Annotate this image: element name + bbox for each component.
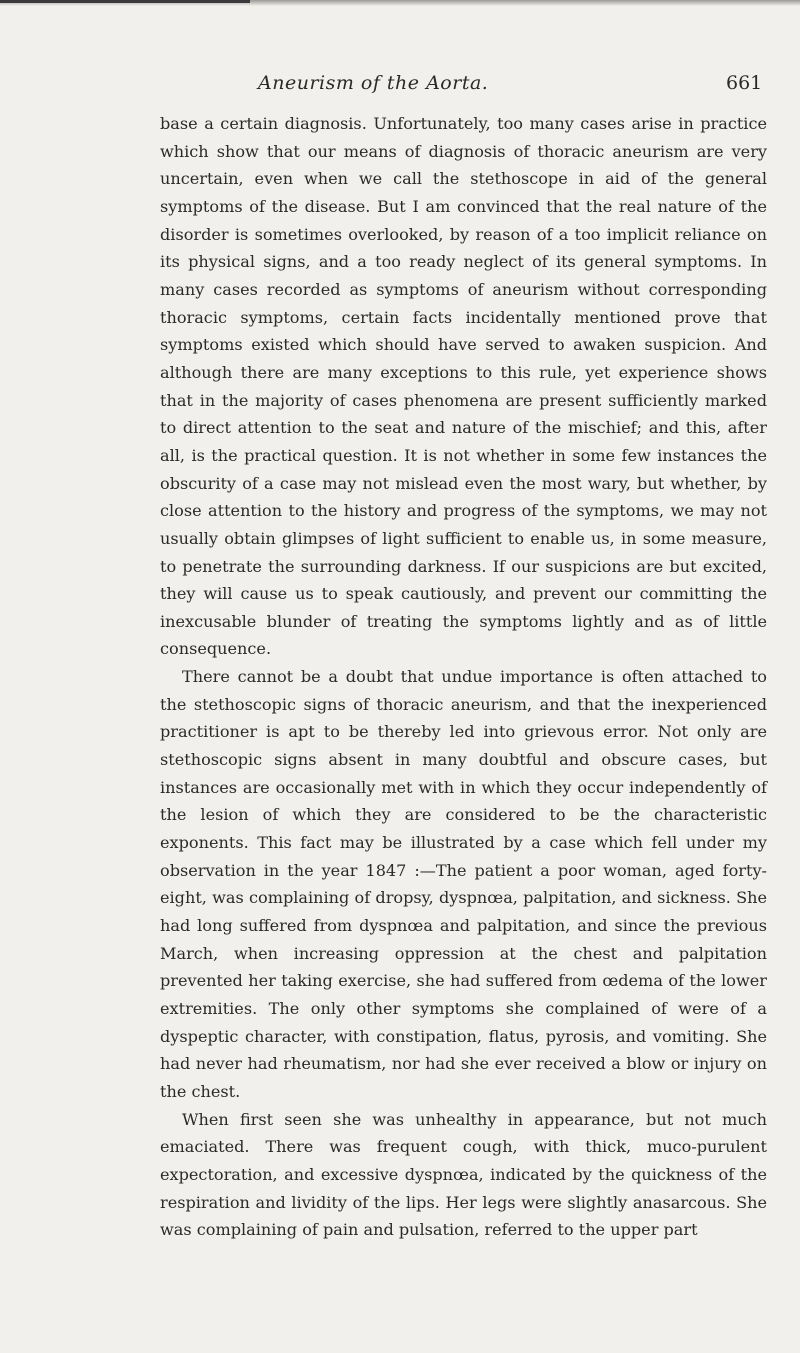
paragraph: When first seen she was unhealthy in appearance, but not much emaciated. There was frequent cough, with thick, muco-purulent expectoration, and excessive dyspnœa, indicated by the quickness of the respiration and lividity of the lips. Her legs were slightly anasarcous. She was complaining of pain and pulsation, referred to the upper part (160, 1109, 767, 1240)
paragraph: base a certain diagnosis. Unfortunately, too many cases arise in practice which show that our means of diagnosis of thoracic aneurism are very uncertain, even when we call the stethoscope in aid of the general symptoms of the disease. But I am convinced that the real nature of the disorder is sometimes overlooked, by reason of a too implicit reliance on its physical signs, and a too ready neglect of its general symptoms. In many cases recorded as symptoms of aneurism without corresponding thoracic symptoms, certain facts incidentally mentioned prove that symptoms existed which should have served to awaken suspicion. And although there are many exceptions to this rule, yet experience shows that in the majority of cases phenomena are present sufficiently marked to direct attention to the seat and nature of the mischief; and this, after all, is the practical question. It is not whether in some few instances the obscurity of a case may not mislead even the most wary, but whether, by close attention to the history and progress of the symptoms, we may not usually obtain glimpses of light sufficient to enable us, in some measure, to penetrate the surrounding darkness. If our suspicions are but excited, they will cause us to speak cautiously, and prevent our committing the inexcusable blunder of treating the symptoms lightly and as of little consequence. (160, 114, 767, 659)
body-text (160, 110, 767, 1244)
page-top-edge (0, 0, 250, 3)
paragraph: There cannot be a doubt that undue importance is often attached to the stethoscopic signs of thoracic aneurism, and that the inexperienced practitioner is apt to be thereby led into grievous error. Not only are stethoscopic signs absent in many doubtful and obscure cases, but instances are occasionally met with in which they occur independently of the lesion of which they are considered to be the characteristic exponents. This fact may be illustrated by a case which fell under my observation in the year 1847 :—The patient a poor woman, aged forty-eight, was complaining of dropsy, dyspnœa, palpitation, and sickness. She had long suffered from dyspnœa and palpitation, and since the previous March, when increasing oppression at the chest and palpitation prevented her taking exercise, she had suffered from œdema of the lower extremities. The only other symptoms she complained of were of a dyspeptic character, with constipation, flatus, pyrosis, and vomiting. She had never had rheumatism, nor had she ever received a blow or injury on the chest. (160, 667, 767, 1101)
page-header (0, 72, 800, 108)
running-title: Aneurism of the Aorta. (258, 72, 489, 94)
page-number: 661 (726, 72, 763, 94)
